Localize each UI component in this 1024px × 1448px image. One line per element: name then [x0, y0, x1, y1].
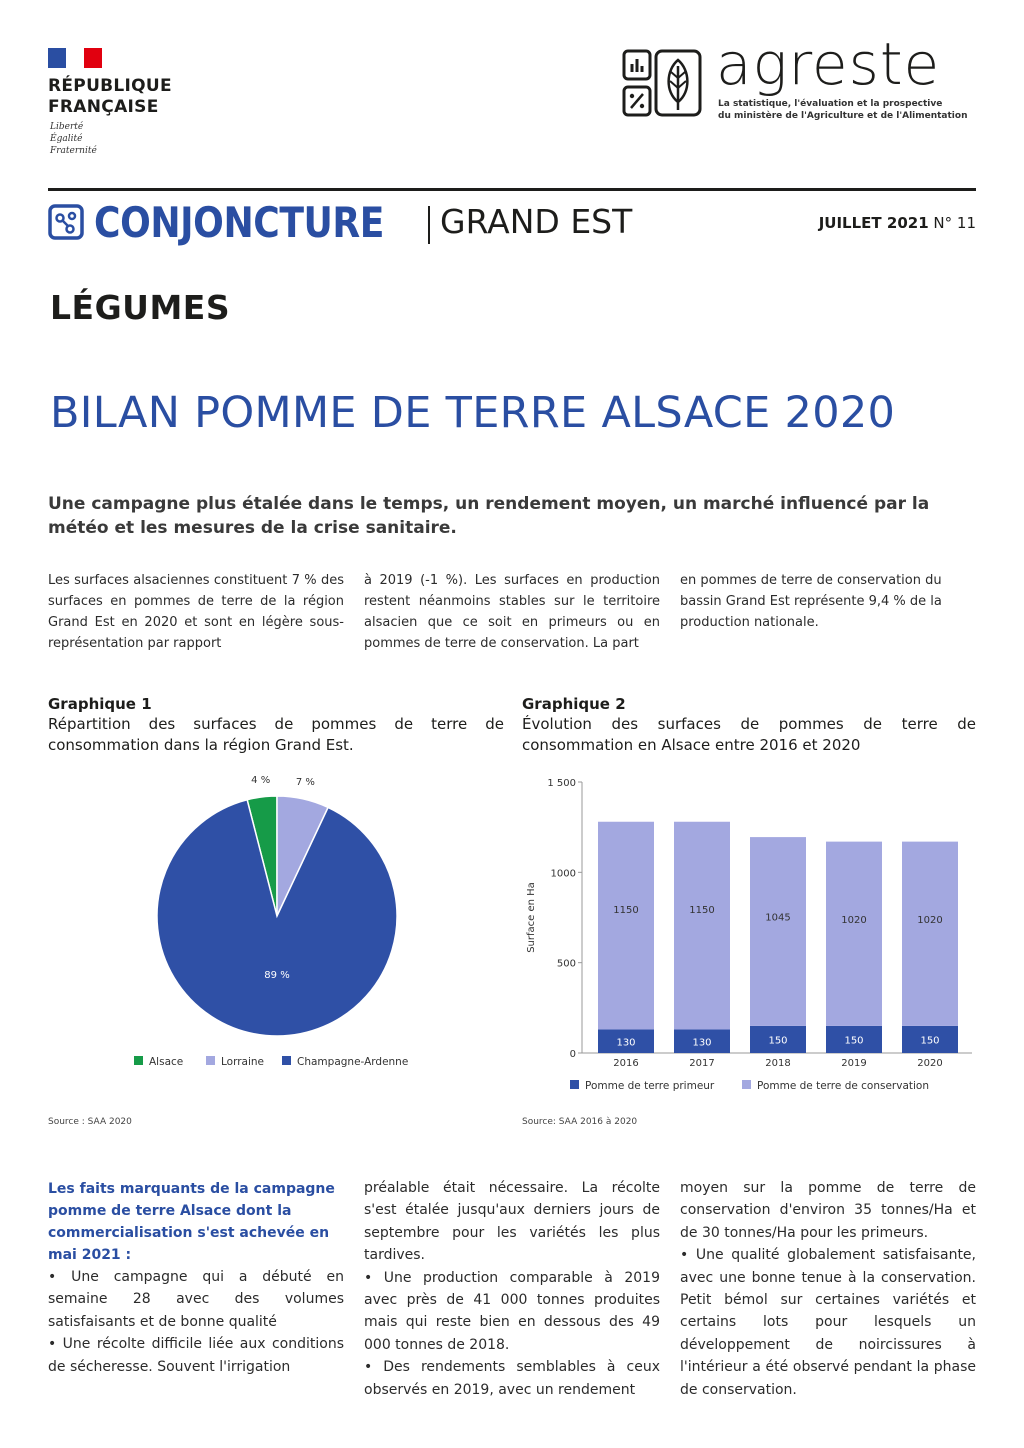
region-name: GRAND EST: [440, 202, 633, 241]
agreste-tagline: La statistique, l'évaluation et la prospective du ministère de l'Agriculture et de l'Alimentation: [718, 99, 968, 121]
publication-date: [790, 213, 976, 233]
y-tick-label: 500: [556, 958, 576, 970]
bar-data-label: 1020: [841, 915, 867, 927]
highlight-paragraph: • Des rendements semblables à ceux observés en 2019, avec un rendement: [364, 1359, 660, 1398]
legend-label: Pomme de terre de conservation: [757, 1080, 930, 1092]
bar-segment: [750, 837, 806, 1026]
legend-label: Pomme de terre primeur: [585, 1080, 715, 1092]
intro-column-3: en pommes de terre de conservation du bassin Grand Est représente 9,4 % de la production nationale.: [680, 573, 942, 630]
highlights-col1-text: [48, 1266, 344, 1378]
pie-chart: [130, 770, 430, 1080]
legend-label: Lorraine: [221, 1056, 265, 1068]
highlight-paragraph: • Une qualité globalement satisfaisante, avec une bonne tenue à la conservation. Petit bémol sur certaines variétés et certains lots pour lesquels un développement de noircissures à l'intérieur a été observé pendant la phase de conservation.: [680, 1247, 976, 1398]
y-tick-label: 0: [569, 1049, 576, 1060]
issue-number: N° 11: [933, 214, 976, 232]
x-tick-label: 2018: [765, 1058, 791, 1069]
bar-segment: [674, 822, 730, 1030]
pie-data-label: 7 %: [295, 777, 315, 789]
figure1-number: Graphique 1: [48, 695, 152, 713]
highlight-paragraph: moyen sur la pomme de terre de conservation d'environ 35 tonnes/Ha et de 30 tonnes/Ha pour les primeurs.: [680, 1180, 976, 1241]
bar-data-label: 130: [616, 1037, 636, 1049]
figure1-source: Source : SAA 2020: [48, 1117, 132, 1127]
bar-data-label: 1020: [917, 915, 943, 927]
x-tick-label: 2017: [689, 1058, 715, 1069]
section-heading: LÉGUMES: [50, 288, 231, 327]
x-tick-label: 2019: [841, 1058, 867, 1069]
bar-chart: [520, 770, 980, 1100]
legend-label: Champagne-Ardenne: [297, 1056, 409, 1068]
figure1-caption: Répartition des surfaces de pommes de terre de consommation dans la région Grand Est.: [48, 715, 504, 754]
highlight-paragraph: • Une campagne qui a débuté en semaine 28 avec des volumes satisfaisants et de bonne qualité: [48, 1269, 344, 1330]
bar-data-label: 1045: [765, 912, 791, 924]
publication-month: JUILLET 2021: [818, 214, 929, 232]
figure2-source: Source: SAA 2016 à 2020: [522, 1117, 638, 1127]
highlights-title: Les faits marquants de la campagne pomme de terre Alsace dont la commercialisation s'est achevée en mai 2021 :: [48, 1181, 335, 1263]
header-divider: [48, 188, 976, 191]
bar-data-label: 150: [768, 1035, 788, 1047]
bar-segment: [598, 822, 654, 1030]
figure2-number: Graphique 2: [522, 695, 626, 713]
bar-data-label: 150: [920, 1035, 940, 1047]
bar-data-label: 150: [844, 1035, 864, 1047]
bar-data-label: 1150: [613, 905, 639, 917]
highlight-paragraph: préalable était nécessaire. La récolte s'est étalée jusqu'aux derniers jours de septembre pour les variétés les plus tardives.: [364, 1180, 660, 1264]
bar-data-label: 130: [692, 1037, 712, 1049]
figure2-caption: Évolution des surfaces de pommes de terre de consommation en Alsace entre 2016 et 2020: [522, 715, 976, 754]
legend-swatch: [134, 1056, 143, 1065]
bar-data-label: 1150: [689, 905, 715, 917]
bar-segment: [902, 842, 958, 1026]
legend-swatch: [570, 1080, 579, 1089]
page-title: BILAN POMME DE TERRE ALSACE 2020: [50, 388, 896, 438]
republique-motto: Liberté Égalité Fraternité: [50, 122, 97, 156]
intro-column-2: à 2019 (-1 %). Les surfaces en production restent néanmoins stables sur le territoire alsacien que ce soit en primeurs ou en pommes de terre de conservation. La part: [364, 573, 660, 651]
bar-segment: [826, 842, 882, 1026]
highlight-paragraph: • Une production comparable à 2019 avec près de 41 000 tonnes produites mais qui reste bien en dessous des 49 000 tonnes de 2018.: [364, 1269, 660, 1353]
legend-swatch: [742, 1080, 751, 1089]
intro-column-1: Les surfaces alsaciennes constituent 7 % des surfaces en pommes de terre de la région Grand Est en 2020 et sont en légère sous-représentation par rapport: [48, 573, 344, 651]
republique-francaise-name: RÉPUBLIQUE FRANÇAISE: [48, 76, 172, 117]
agreste-logo-icon: [622, 48, 704, 120]
lead-paragraph: Une campagne plus étalée dans le temps, un rendement moyen, un marché influencé par la météo et les mesures de la crise sanitaire.: [48, 494, 930, 538]
pie-data-label: 4 %: [251, 775, 271, 787]
series-title: CONJONCTURE: [94, 198, 385, 247]
legend-swatch: [282, 1056, 291, 1065]
legend-swatch: [206, 1056, 215, 1065]
y-axis-label: Surface en Ha: [526, 882, 537, 953]
conjoncture-icon: [48, 204, 84, 240]
y-tick-label: 1000: [550, 868, 576, 880]
highlights-column-3: [680, 1177, 976, 1401]
agreste-wordmark: agreste: [716, 30, 941, 98]
pie-data-label: 89 %: [264, 970, 290, 981]
legend-label: Alsace: [149, 1056, 184, 1068]
highlight-paragraph: • Une récolte difficile liée aux conditions de sécheresse. Souvent l'irrigation: [48, 1336, 344, 1375]
highlights-column-1: [48, 1178, 344, 1378]
x-tick-label: 2020: [917, 1058, 943, 1069]
y-tick-label: 1 500: [547, 778, 576, 789]
x-tick-label: 2016: [613, 1058, 639, 1069]
highlights-column-2: [364, 1177, 660, 1401]
title-separator: [428, 206, 430, 244]
french-flag-logo: [48, 48, 102, 68]
